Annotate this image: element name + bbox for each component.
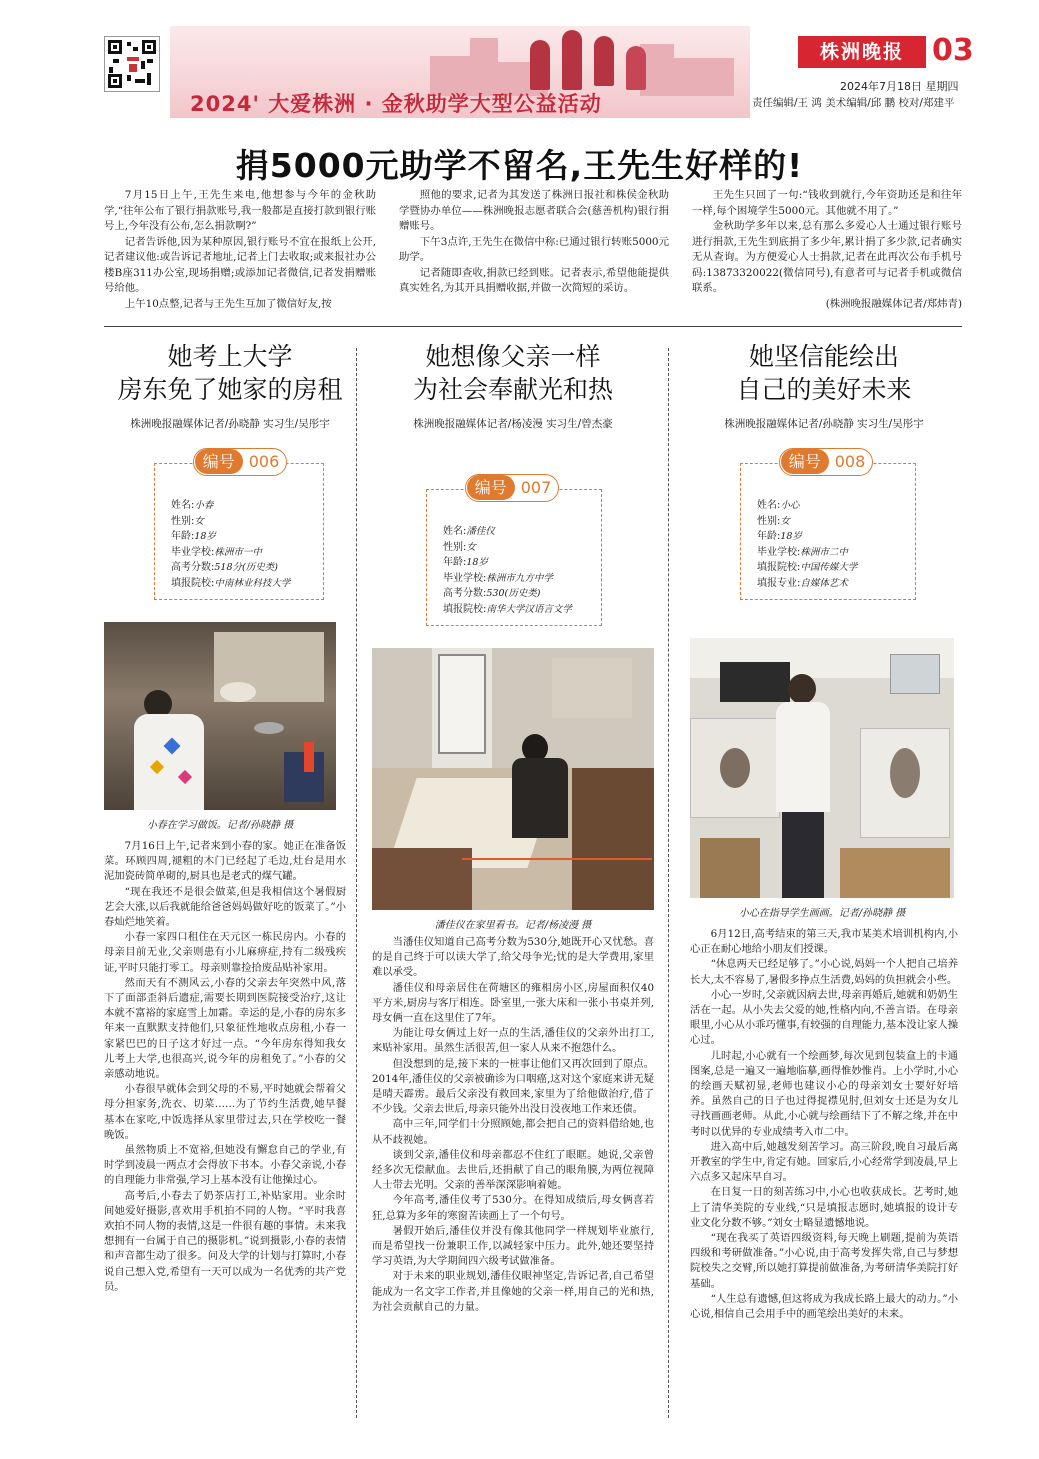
- student-number-badge: [193, 448, 287, 476]
- qr-code[interactable]: [104, 36, 160, 92]
- paragraph: 金秋助学多年以来,总有那么多爱心人士通过银行账号进行捐款,王先生到底捐了多少年,累计捐了多少款,记者确实无从查询。为方便爱心人士捐款,记者在此再次公布手机号码:13873320022(微信同号),有意者可与记者手机或微信联系。: [692, 220, 962, 294]
- info-row: 姓名:潘佳仪: [443, 526, 495, 537]
- info-row: 填报院校:南华大学汉语言文学: [443, 603, 572, 615]
- story-byline: 株洲晚报融媒体记者/孙晓静 实习生/吴彤宇: [724, 418, 924, 430]
- top-article-col-2: [399, 188, 669, 297]
- newspaper-logo[interactable]: 株洲晚报: [798, 36, 926, 68]
- paragraph: 为能让母女俩过上好一点的生活,潘佳仪的父亲外出打工,来贴补家用。虽然生活很苦,但一家人从来不抱怨什么。: [372, 1027, 654, 1055]
- student-info-card: [740, 452, 916, 600]
- info-row: 毕业学校:株洲市九方中学: [443, 572, 553, 584]
- story-body: [372, 935, 654, 1315]
- paragraph: 然而天有不测风云,小春的父亲去年突然中风,落下了面部歪斜后遗症,需要长期到医院接受治疗,这让本就不富裕的家庭雪上加霜。幸运的是,小春的房东多年来一直默默支持他们,只象征性地收点房租,小春一家紧巴巴的日子这才好过一点。“今年房东得知我女儿考上大学,也很高兴,说今年的房租免了。”小春的父亲感动地说。: [104, 976, 346, 1081]
- paragraph: “现在我还不是很会做菜,但是我相信这个暑假厨艺会大涨,以后我就能给爸爸妈妈做好吃的饭菜了。”小春灿烂地笑着。: [104, 885, 346, 929]
- article-signoff: (株洲晚报融媒体记者/郑炜青): [825, 297, 962, 310]
- paragraph: 虽然物质上不宽裕,但她没有懈怠自己的学业,有时学到凌晨一两点才会得放下书本。小春父亲说,小春的自理能力非常强,学习上基本没有让他操过心。: [104, 1144, 346, 1187]
- story-title: [690, 340, 958, 406]
- event-banner: [170, 26, 750, 118]
- info-row: 填报专业:自媒体艺术: [757, 577, 848, 589]
- story-title: [104, 340, 356, 406]
- top-article: [104, 188, 962, 318]
- story-006: [104, 340, 356, 1295]
- info-row: 毕业学校:株洲市一中: [171, 546, 262, 558]
- story-body: [104, 839, 346, 1295]
- paragraph: 高中三年,同学们十分照顾她,都会把自己的资料借给她,也从不歧视她。: [372, 1118, 654, 1146]
- paragraph: 照他的要求,记者为其发送了株洲日报社和株侯金秋助学暨协办单位——株洲晚报志愿者联合会(慈善机构)银行捐赠账号。: [399, 189, 669, 232]
- info-row: 年龄:18岁: [171, 531, 216, 542]
- paragraph: 儿时起,小心就有一个绘画梦,每次见到包装盒上的卡通图案,总是一遍又一遍地临摹,画得惟妙惟肖。上小学时,小心的绘画天赋初显,老师也建议小心的母亲刘女士要好好培养。虽然自己的日子也过得捉襟见肘,但刘女士还是为女儿寻找画画老师。从此,小心就与绘画结下了不解之缘,并在中考时以优异的专业成绩考入市二中。: [690, 1049, 958, 1138]
- badge-number: 008: [834, 452, 866, 471]
- paragraph: 但没想到的是,接下来的一桩事让他们又再次回到了原点。2014年,潘佳仪的父亲被确诊为口咽癌,这对这个家庭来讲无疑是晴天霹雳。最后父亲没有救回来,家里为了给他做治疗,借了不少钱。父亲去世后,母亲只能外出没日没夜地工作来还债。: [372, 1057, 654, 1116]
- paragraph: 高考后,小春去了奶茶店打工,补贴家用。业余时间她爱好摄影,喜欢用手机拍不同的人物。“平时我喜欢拍不同人物的表情,这是一件很有趣的事情。未来我想拥有一台属于自己的摄影机。”说到摄影,小春的表情和声音都生动了很多。问及大学的计划与打算时,小春说自己想入党,希望有一天可以成为一名优秀的共产党员。: [104, 1189, 346, 1293]
- story-title: [372, 340, 654, 406]
- paragraph: 6月12日,高考结束的第三天,我市某美术培训机构内,小心正在耐心地给小朋友们授课。: [690, 928, 958, 956]
- paragraph: 当潘佳仪知道自己高考分数为530分,她既开心又忧愁。喜的是自己终于可以读大学了,给父母争光;忧的是大学费用,家里难以承受。: [372, 936, 654, 979]
- info-row: 姓名:小春: [171, 500, 214, 511]
- info-row: 性别:女: [757, 515, 790, 527]
- paragraph: 王先生只回了一句:“钱收到就行,今年资助还是和往年一样,每个困境学生5000元。其他就不用了。”: [692, 189, 962, 217]
- paragraph: 小春很早就体会到父母的不易,平时她就会帮着父母分担家务,洗衣、切菜……为了节约生活费,她早餐基本在家吃,中饭选择从家里带过去,只在学校吃一餐晚饭。: [104, 1083, 346, 1141]
- info-row: 性别:女: [443, 541, 476, 553]
- info-row: 年龄:18岁: [443, 557, 488, 568]
- story-photo[interactable]: [104, 622, 336, 810]
- badge-number: 006: [248, 452, 280, 471]
- top-article-col-1: [104, 188, 376, 312]
- editor-credits: 责任编辑/王 鸿 美术编辑/邱 鹏 校对/郑建平: [752, 97, 955, 109]
- story-byline: 株洲晚报融媒体记者/孙晓静 实习生/吴彤宇: [130, 418, 330, 430]
- story-title-line: 她坚信能绘出: [748, 342, 899, 371]
- paragraph: 上午10点整,记者与王先生互加了微信好友,按: [124, 297, 332, 310]
- photo-caption: 潘佳仪在家里看书。记者/杨凌漫 摄: [434, 920, 592, 931]
- page-number: 03: [932, 33, 974, 68]
- page-headline: 捐5000元助学不留名,王先生好样的!: [235, 146, 804, 185]
- badge-label: 编号: [781, 449, 829, 474]
- student-info-card: [426, 478, 602, 626]
- student-number-badge: [465, 474, 559, 502]
- column-divider: [356, 348, 357, 1418]
- info-row: 毕业学校:株洲市二中: [757, 546, 848, 558]
- story-body: [690, 927, 958, 1322]
- student-info-card: [154, 452, 324, 600]
- paragraph: 潘佳仪和母亲居住在荷塘区的雍相房小区,房屋面积仅40平方米,厨房与客厅相连。卧室里,一张大床和一张小书桌并列,母女俩一直在这里住了7年。: [372, 981, 654, 1025]
- story-photo[interactable]: [372, 648, 654, 910]
- paragraph: 7月15日上午,王先生来电,他想参与今年的金秋助学,“往年公布了银行捐款账号,我一般都是直接打款到银行账号上,今年没有公布,怎么捐款啊?”: [104, 189, 376, 232]
- info-row: 年龄:18岁: [757, 531, 802, 542]
- badge-label: 编号: [467, 475, 515, 500]
- info-row: 填报院校:中国传媒大学: [757, 562, 858, 573]
- story-title-line: 她想像父亲一样: [425, 342, 601, 371]
- banner-title: 2024' 大爱株洲 · 金秋助学大型公益活动: [190, 92, 602, 116]
- info-row: 填报院校:中南林业科技大学: [171, 577, 291, 589]
- photo-caption: 小心在指导学生画画。记者/孙晓静 摄: [738, 908, 906, 919]
- paragraph: “人生总有遗憾,但这将成为我成长路上最大的动力。”小心说,相信自己会用手中的画笔绘出美好的未来。: [690, 1292, 958, 1321]
- column-divider: [668, 348, 669, 1418]
- story-photo[interactable]: [690, 638, 954, 898]
- paragraph: 小春一家四口租住在天元区一栋民房内。小春的母亲目前无业,父亲则患有小儿麻痹症,持有二级残疾证,平时只能打零工。母亲则靠捡拾废品贴补家用。: [104, 931, 346, 974]
- story-007: [372, 340, 654, 1315]
- paragraph: “休息两天已经足够了。”小心说,妈妈一个人把自己培养长大,太不容易了,暑假多挣点生活费,妈妈的负担就会小些。: [690, 958, 958, 986]
- story-008: [690, 340, 958, 1322]
- story-byline: 株洲晚报融媒体记者/杨凌漫 实习生/曾杰豪: [413, 418, 613, 430]
- story-title-line: 自己的美好未来: [736, 375, 912, 404]
- paragraph: 记者告诉他,因为某种原因,银行账号不宜在报纸上公开,记者建议他:或告诉记者地址,记者上门去收取;或来报社办公楼B座311办公室,现场捐赠;或添加记者微信,记者发捐赠账号给他。: [104, 235, 376, 294]
- paragraph: 对于未来的职业规划,潘佳仪眼神坚定,告诉记者,自己希望能成为一名文字工作者,并且像她的父亲一样,用自己的光和热,为社会贡献自己的力量。: [372, 1270, 654, 1313]
- badge-label: 编号: [195, 449, 243, 474]
- paragraph: 暑假开始后,潘佳仪并没有像其他同学一样规划毕业旅行,而是希望找一份兼职工作,以减轻家中压力。此外,她还要坚持学习英语,为大学期间四六级考试做准备。: [372, 1224, 654, 1268]
- info-row: 高考分数:530(历史类): [443, 588, 541, 599]
- story-title-line: 为社会奉献光和热: [412, 375, 613, 404]
- paragraph: 小心一岁时,父亲就因病去世,母亲再婚后,她就和奶奶生活在一起。从小失去父爱的她,性格内向,不善言语。在母亲眼里,小心从小乖巧懂事,有较强的自理能力,基本没让家人操心过。: [690, 988, 958, 1047]
- paragraph: 下午3点许,王先生在微信中称:已通过银行转账5000元助学。: [399, 235, 669, 263]
- masthead: [0, 0, 1039, 130]
- paragraph: 7月16日上午,记者来到小春的家。她正在准备饭菜。环顾四周,褪粗的木门已经起了毛边,灶台是用水泥加瓷砖简单砌的,厨具也是老式的煤气罐。: [104, 840, 346, 883]
- paragraph: 今年高考,潘佳仪考了530分。在得知成绩后,母女俩喜若狂,总算为多年的寒窗苦读画上了一个句号。: [372, 1194, 654, 1222]
- badge-number: 007: [520, 478, 552, 497]
- paragraph: 在日复一日的刻苦练习中,小心也收获成长。艺考时,她上了清华美院的专业线,“只是填报志愿时,她填报的设计专业文化分数不够。”刘女士略显遗憾地说。: [690, 1186, 958, 1229]
- info-row: 高考分数:518分(历史类): [171, 562, 278, 573]
- paragraph: 进入高中后,她越发刻苦学习。高三阶段,晚自习最后离开教室的学生中,肯定有她。回家后,小心经常学到凌晨,早上六点多又起床早自习。: [690, 1140, 958, 1184]
- paragraph: 记者随即查收,捐款已经到账。记者表示,希望他能提供真实姓名,为其开具捐赠收据,并做一次简短的采访。: [399, 266, 669, 294]
- section-divider: [104, 326, 962, 327]
- student-number-badge: [779, 448, 873, 476]
- top-article-col-3: [692, 188, 962, 312]
- story-title-line: 她考上大学: [167, 342, 293, 371]
- story-title-line: 房东免了她家的房租: [117, 375, 343, 404]
- photo-caption: 小春在学习做饭。记者/孙晓静 摄: [146, 820, 294, 831]
- info-row: 姓名:小心: [757, 500, 800, 511]
- issue-date: 2024年7月18日 星期四: [840, 80, 959, 93]
- paragraph: “现在我买了英语四级资料,每天晚上刷题,提前为英语四级和考研做准备。”小心说,由于高考发挥失常,自己与梦想院校失之交臂,所以她打算提前做准备,为考研清华美院打好基础。: [690, 1232, 958, 1290]
- info-row: 性别:女: [171, 515, 204, 527]
- paragraph: 谈到父亲,潘佳仪和母亲都忍不住红了眼眶。她说,父亲曾经多次无偿献血。去世后,还捐献了自己的眼角膜,为两位视障人士带去光明。父亲的善举深深影响着她。: [372, 1148, 654, 1192]
